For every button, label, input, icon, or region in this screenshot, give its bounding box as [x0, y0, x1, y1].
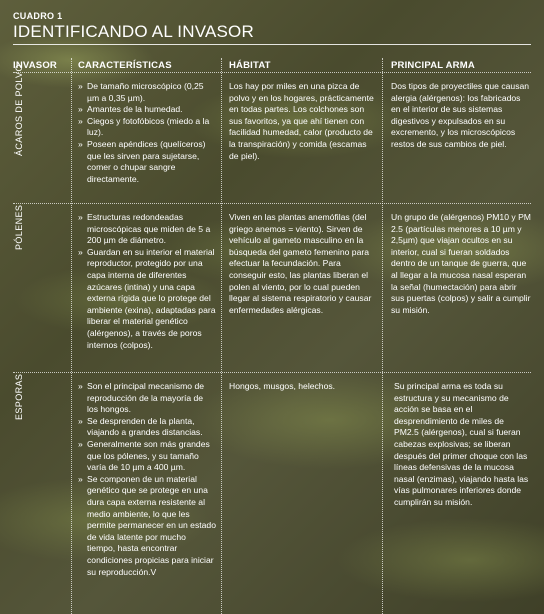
cell-habitat-polenes	[229, 212, 377, 316]
cell-characteristics-esporas	[78, 381, 216, 578]
cell-characteristics-polenes	[78, 212, 216, 351]
list-item: » Ciegos y fotofóbicos (miedo a la luz).	[78, 116, 216, 139]
row-label-acaros: ÁCAROS DE POLVO	[14, 64, 24, 156]
cell-weapon-acaros	[391, 81, 531, 151]
table-kicker: CUADRO 1	[13, 11, 63, 21]
row-divider	[13, 372, 531, 373]
column-divider	[221, 58, 222, 614]
cell-habitat-acaros	[229, 81, 377, 162]
row-divider	[13, 72, 531, 73]
weapon-text: Su principal arma es toda su estructura y su mecanismo de acción se basa en el desprendimiento de miles de PM2.5 (alérgenos), cual si fueran cabezas explosivas; se liberan después del primer choque con las líneas defensivas de la mucosa nasal (enzimas), viajando hasta las vías pulmonares inferiores donde cumplirán su misión.	[394, 381, 529, 507]
cell-habitat-esporas	[229, 381, 377, 393]
habitat-text: Viven en las plantas anemófilas (del griego anemos = viento). Sirven de vehículo al gameto masculino en la búsqueda del gameto femenino para efectuar la fecundación. Para conseguir esto, las plantas liberan el polen al viento, por lo cual pueden llegar al sistema respiratorio y causar enfermedades alérgicas.	[229, 212, 372, 315]
list-item: » Guardan en su interior el material reproductor, protegido por una capa interna de diferentes azúcares (intina) y una capa externa rígida que lo protege del ambiente (exina), adaptadas para liberar el material genético (alérgenos), a través de poros internos (colpos).	[78, 247, 216, 351]
list-item: » De tamaño microscópico (0,25 µm a 0,35 µm).	[78, 81, 216, 104]
title-divider	[13, 44, 531, 45]
row-label-esporas: ESPORAS	[14, 373, 24, 420]
row-divider	[13, 203, 531, 204]
column-header-invasor: INVASOR	[13, 60, 57, 71]
column-header-habitat: HÁBITAT	[229, 60, 271, 71]
column-divider	[71, 58, 72, 614]
list-item: » Estructuras redondeadas microscópicas que miden de 5 a 200 µm de diámetro.	[78, 212, 216, 247]
table-header	[13, 11, 254, 42]
column-header-caracteristicas: CARACTERÍSTICAS	[78, 60, 172, 71]
cell-weapon-polenes	[391, 212, 531, 316]
column-divider	[382, 58, 383, 614]
list-item: » Se componen de un material genético que se protege en una dura capa externa resistente al medio ambiente, lo que les permite permanecer en un estado de vida latente por mucho tiempo, hasta encontrar condiciones propicias para iniciar su reproducción.V	[78, 474, 216, 578]
weapon-text: Dos tipos de proyectiles que causan alergia (alérgenos): los fabricados en el interior de sus sistemas digestivos y expulsados en su excremento, y los microscópicos restos de sus cambios de piel.	[391, 81, 530, 149]
cell-weapon-esporas	[394, 381, 531, 509]
row-label-polenes: PÓLENES	[14, 204, 24, 250]
column-header-principal-arma: PRINCIPAL ARMA	[391, 60, 475, 71]
list-item: » Amantes de la humedad.	[78, 104, 216, 116]
list-item: » Se desprenden de la planta, viajando a grandes distancias.	[78, 416, 216, 439]
page-title: IDENTIFICANDO AL INVASOR	[13, 22, 254, 41]
habitat-text: Hongos, musgos, helechos.	[229, 381, 336, 391]
habitat-text: Los hay por miles en una pizca de polvo y en los hogares, prácticamente en todas partes. Los colchones son sus favoritos, ya que ahí tienen con facilidad humedad, calor (producto de la transpiración) y comida (escamas de piel).	[229, 81, 374, 161]
cell-characteristics-acaros	[78, 81, 216, 185]
list-item: » Poseen apéndices (quelíceros) que les sirven para sujetarse, comer o chupar sangre directamente.	[78, 139, 216, 185]
list-item: » Son el principal mecanismo de reproducción de la mayoría de los hongos.	[78, 381, 216, 416]
list-item: » Generalmente son más grandes que los pólenes, y su tamaño varía de 10 µm a 400 µm.	[78, 439, 216, 474]
weapon-text: Un grupo de (alérgenos) PM10 y PM 2.5 (partículas menores a 10 µm y 2,5µm) que viajan ocultos en su interior, cual si fueran soldados dentro de un tanque de guerra, que al llegar a la mucosa nasal esperan la señal (humectación) para abrir sus puertas (colpos) y salir a cumplir su misión.	[391, 212, 531, 315]
